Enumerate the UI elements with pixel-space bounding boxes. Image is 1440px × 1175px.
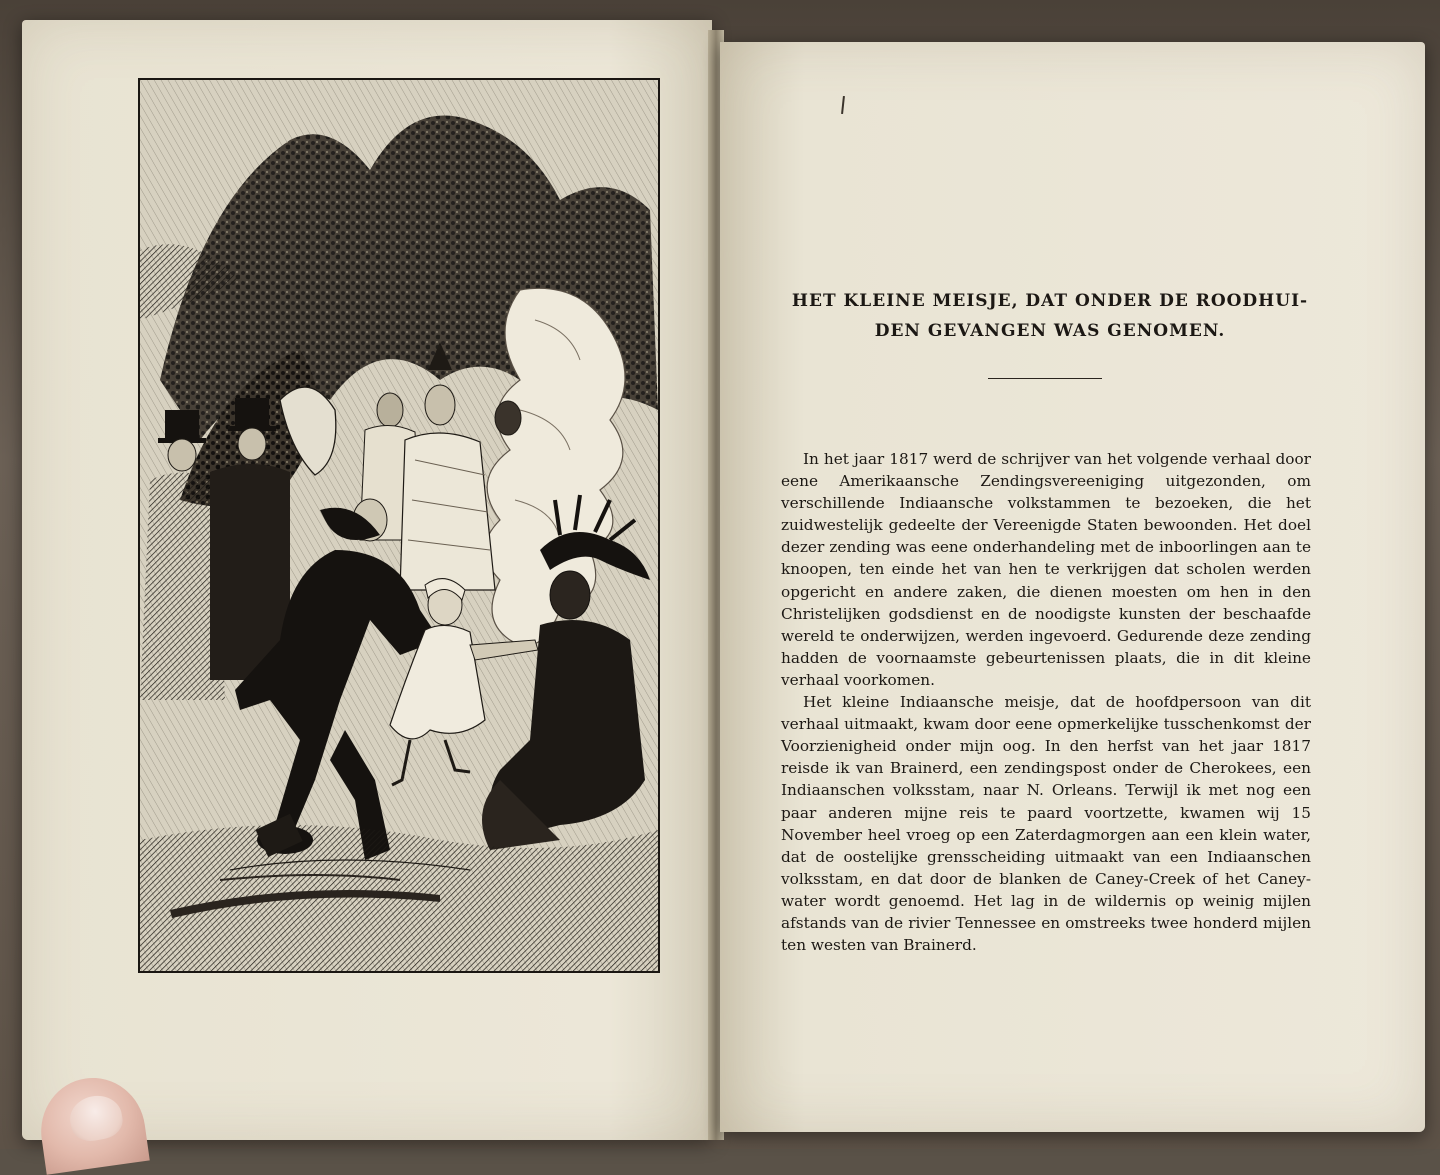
chapter-title-line: HET KLEINE MEISJE, DAT ONDER DE ROODHUI- — [791, 291, 1309, 311]
chapter-title — [760, 286, 1340, 346]
title-divider — [988, 378, 1102, 379]
chapter-body — [781, 448, 1311, 956]
body-paragraph: In het jaar 1817 werd de schrijver van het volgende verhaal door eene Amerikaansche Zendingsvereeniging uitgezonden, om verschillende Indiaansche volkstammen te bezoeken, die het zuidwestelijk gedeelte der Vereenigde Staten bewoonden. Het doel dezer zending was eene onderhandeling met de inboorlingen aan te knoopen, ten einde het van hen te verkrijgen dat scholen werden opgericht en andere zaken, die dienen moesten om hen in den Christelijken godsdienst en de noodigste kunsten der beschaafde wereld te onderwijzen, werden ingevoerd. Gedurende deze zending hadden de voornaamste gebeurtenissen plaats, die in dit kleine verhaal voorkomen. — [781, 450, 1311, 689]
body-paragraph: Het kleine Indiaansche meisje, dat de hoofdpersoon van dit verhaal uitmaakt, kwam door eene opmerkelijke tusschenkomst der Voorzienigheid onder mijn oog. In den herfst van het jaar 1817 reisde ik van Brainerd, een zendingspost onder de Cherokees, een Indiaanschen volksstam, naar N. Orleans. Terwijl ik met nog een paar anderen mijne reis te paard voortzette, kwamen wij 15 November heel vroeg op een Zaterdagmorgen aan een klein water, dat de oostelijke grensscheiding uitmaakt van een Indiaanschen volksstam, en dat door de blanken de Caney-Creek of het Caney-water wordt genoemd. Het lag in de wildernis op weinig mijlen afstands van de rivier Tennessee en omstreeks twee honderd mijlen ten westen van Brainerd. — [781, 693, 1311, 955]
chapter-title-line: DEN GEVANGEN WAS GENOMEN. — [874, 321, 1226, 341]
engraving-illustration — [138, 78, 660, 973]
